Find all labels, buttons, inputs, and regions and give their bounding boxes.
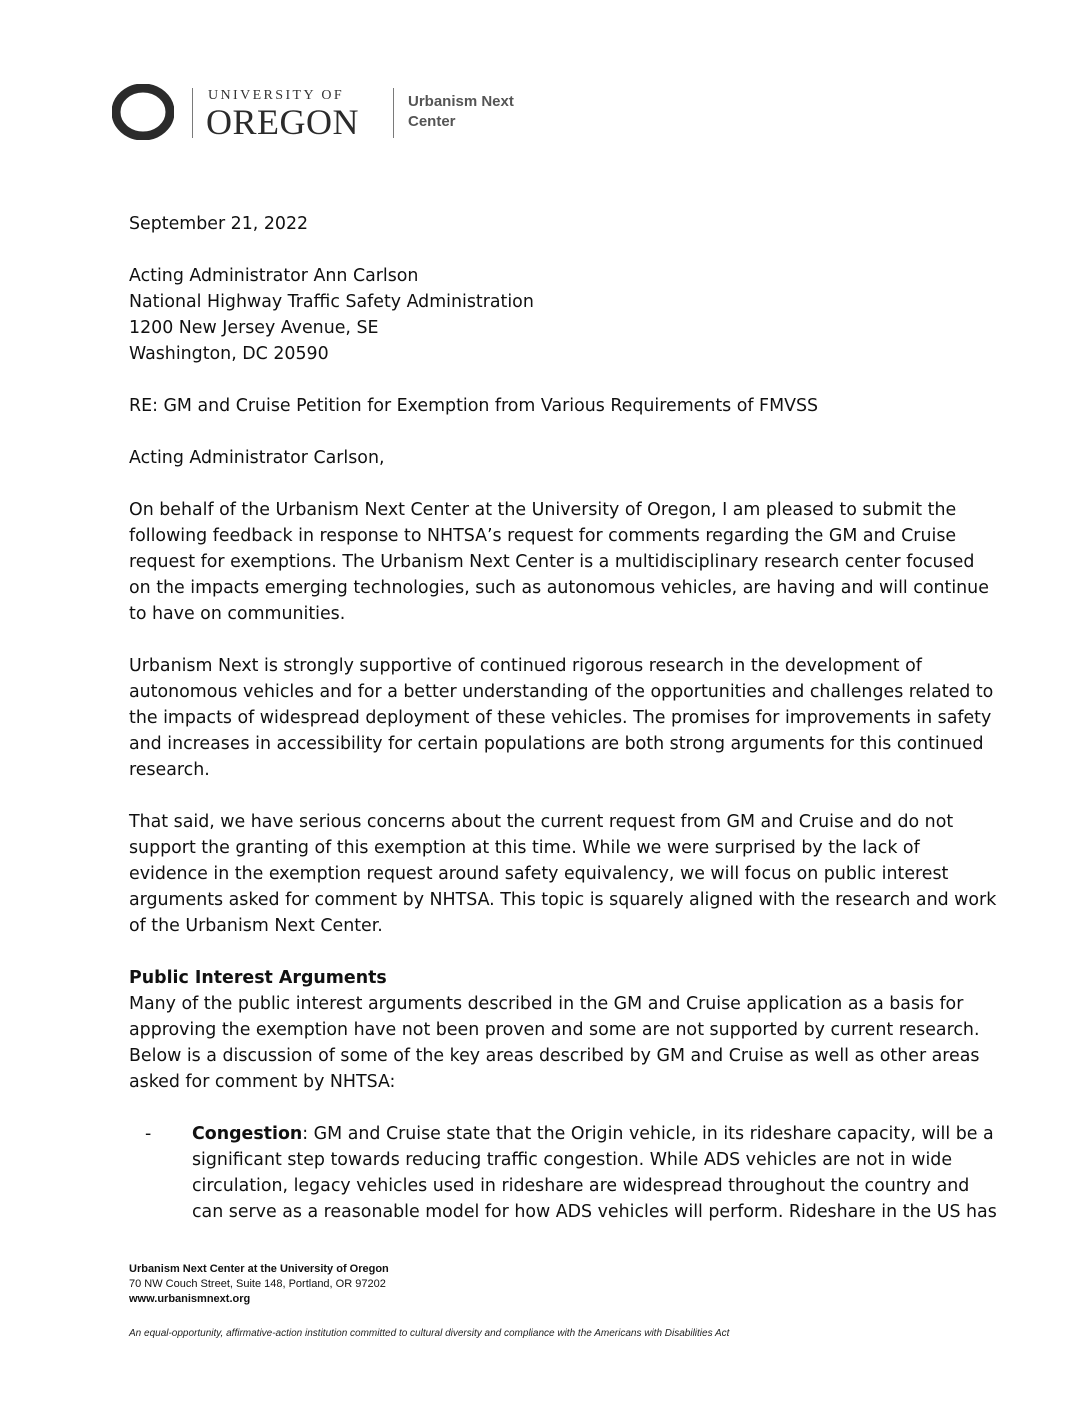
bullet-marker: - xyxy=(145,1124,152,1144)
letter-date: September 21, 2022 xyxy=(129,214,309,234)
paragraph-line: autonomous vehicles and for a better understanding of the opportunities and challenges related to xyxy=(129,682,994,702)
paragraph-line: evidence in the exemption request around safety equivalency, we will focus on public interest xyxy=(129,864,949,884)
bullet-text xyxy=(192,1121,1009,1225)
center-name-line2: Center xyxy=(408,113,456,130)
paragraph-line: on the impacts emerging technologies, such as autonomous vehicles, are having and will continue xyxy=(129,578,989,598)
paragraph-line: Below is a discussion of some of the key areas described by GM and Cruise as well as other areas xyxy=(129,1046,980,1066)
recipient-name: Acting Administrator Ann Carlson xyxy=(129,266,419,286)
paragraph-support xyxy=(129,653,1009,783)
recipient-street: 1200 New Jersey Avenue, SE xyxy=(129,318,379,338)
paragraph-line: Urbanism Next is strongly supportive of continued rigorous research in the development of xyxy=(129,656,922,676)
paragraph-line: following feedback in response to NHTSA’s request for comments regarding the GM and Cruise xyxy=(129,526,957,546)
footer-address: 70 NW Couch Street, Suite 148, Portland, OR 97202 xyxy=(129,1278,386,1290)
paragraph-line: That said, we have serious concerns about the current request from GM and Cruise and do not xyxy=(129,812,954,832)
bullet-first-line xyxy=(192,1121,1009,1147)
letter-footer xyxy=(129,1262,389,1307)
university-o-logo-icon xyxy=(112,84,174,140)
paragraph-line: On behalf of the Urbanism Next Center at the University of Oregon, I am pleased to submit the xyxy=(129,500,957,520)
paragraph-line: support the granting of this exemption at this time. While we were surprised by the lack of xyxy=(129,838,920,858)
paragraph-concerns xyxy=(129,809,1009,939)
salutation: Acting Administrator Carlson, xyxy=(129,448,385,468)
center-name-line1: Urbanism Next xyxy=(408,93,514,110)
footer-website-link[interactable]: www.urbanismnext.org xyxy=(129,1293,251,1305)
center-name xyxy=(408,92,514,132)
paragraph-line: to have on communities. xyxy=(129,604,346,624)
university-prefix: UNIVERSITY OF xyxy=(208,88,345,103)
subject-line: RE: GM and Cruise Petition for Exemption from Various Requirements of FMVSS xyxy=(129,396,819,416)
paragraph-line: request for exemptions. The Urbanism Next Center is a multidisciplinary research center focused xyxy=(129,552,975,572)
paragraph-line: research. xyxy=(129,760,210,780)
bullet-line: circulation, legacy vehicles used in rideshare are widespread throughout the country and xyxy=(192,1176,970,1196)
paragraph-line: asked for comment by NHTSA: xyxy=(129,1072,396,1092)
paragraph-line: arguments asked for comment by NHTSA. This topic is squarely aligned with the research and work xyxy=(129,890,997,910)
bullet-line: significant step towards reducing traffic congestion. While ADS vehicles are not in wide xyxy=(192,1150,953,1170)
paragraph-line: the impacts of widespread deployment of these vehicles. The promises for improvements in safety xyxy=(129,708,992,728)
paragraph-line: Many of the public interest arguments described in the GM and Cruise application as a basis for xyxy=(129,994,964,1014)
paragraph-intro xyxy=(129,497,1009,627)
paragraph-line: and increases in accessibility for certain populations are both strong arguments for this continued xyxy=(129,734,984,754)
section-heading: Public Interest Arguments xyxy=(129,968,387,988)
bullet-congestion xyxy=(129,1121,1009,1225)
paragraph-line: of the Urbanism Next Center. xyxy=(129,916,383,936)
recipient-city: Washington, DC 20590 xyxy=(129,344,329,364)
bullet-term: Congestion xyxy=(192,1124,303,1144)
recipient-organization: National Highway Traffic Safety Administration xyxy=(129,292,534,312)
paragraph-line: approving the exemption have not been proven and some are not supported by current research. xyxy=(129,1020,980,1040)
letterhead-divider xyxy=(393,88,394,138)
bullet-line: can serve as a reasonable model for how ADS vehicles will perform. Rideshare in the US has xyxy=(192,1202,997,1222)
university-name: OREGON xyxy=(206,102,359,142)
letterhead-divider xyxy=(192,88,193,138)
footer-organization: Urbanism Next Center at the University of Oregon xyxy=(129,1263,389,1275)
bullet-first-line-rest: : GM and Cruise state that the Origin vehicle, in its rideshare capacity, will be a xyxy=(302,1124,994,1144)
footer-disclaimer: An equal-opportunity, affirmative-action institution committed to cultural diversity and compliance with the Americans with Disabilities Act xyxy=(129,1328,730,1339)
paragraph-public-interest xyxy=(129,991,1009,1095)
letter-body xyxy=(129,211,1009,1225)
recipient-block xyxy=(129,263,1009,367)
